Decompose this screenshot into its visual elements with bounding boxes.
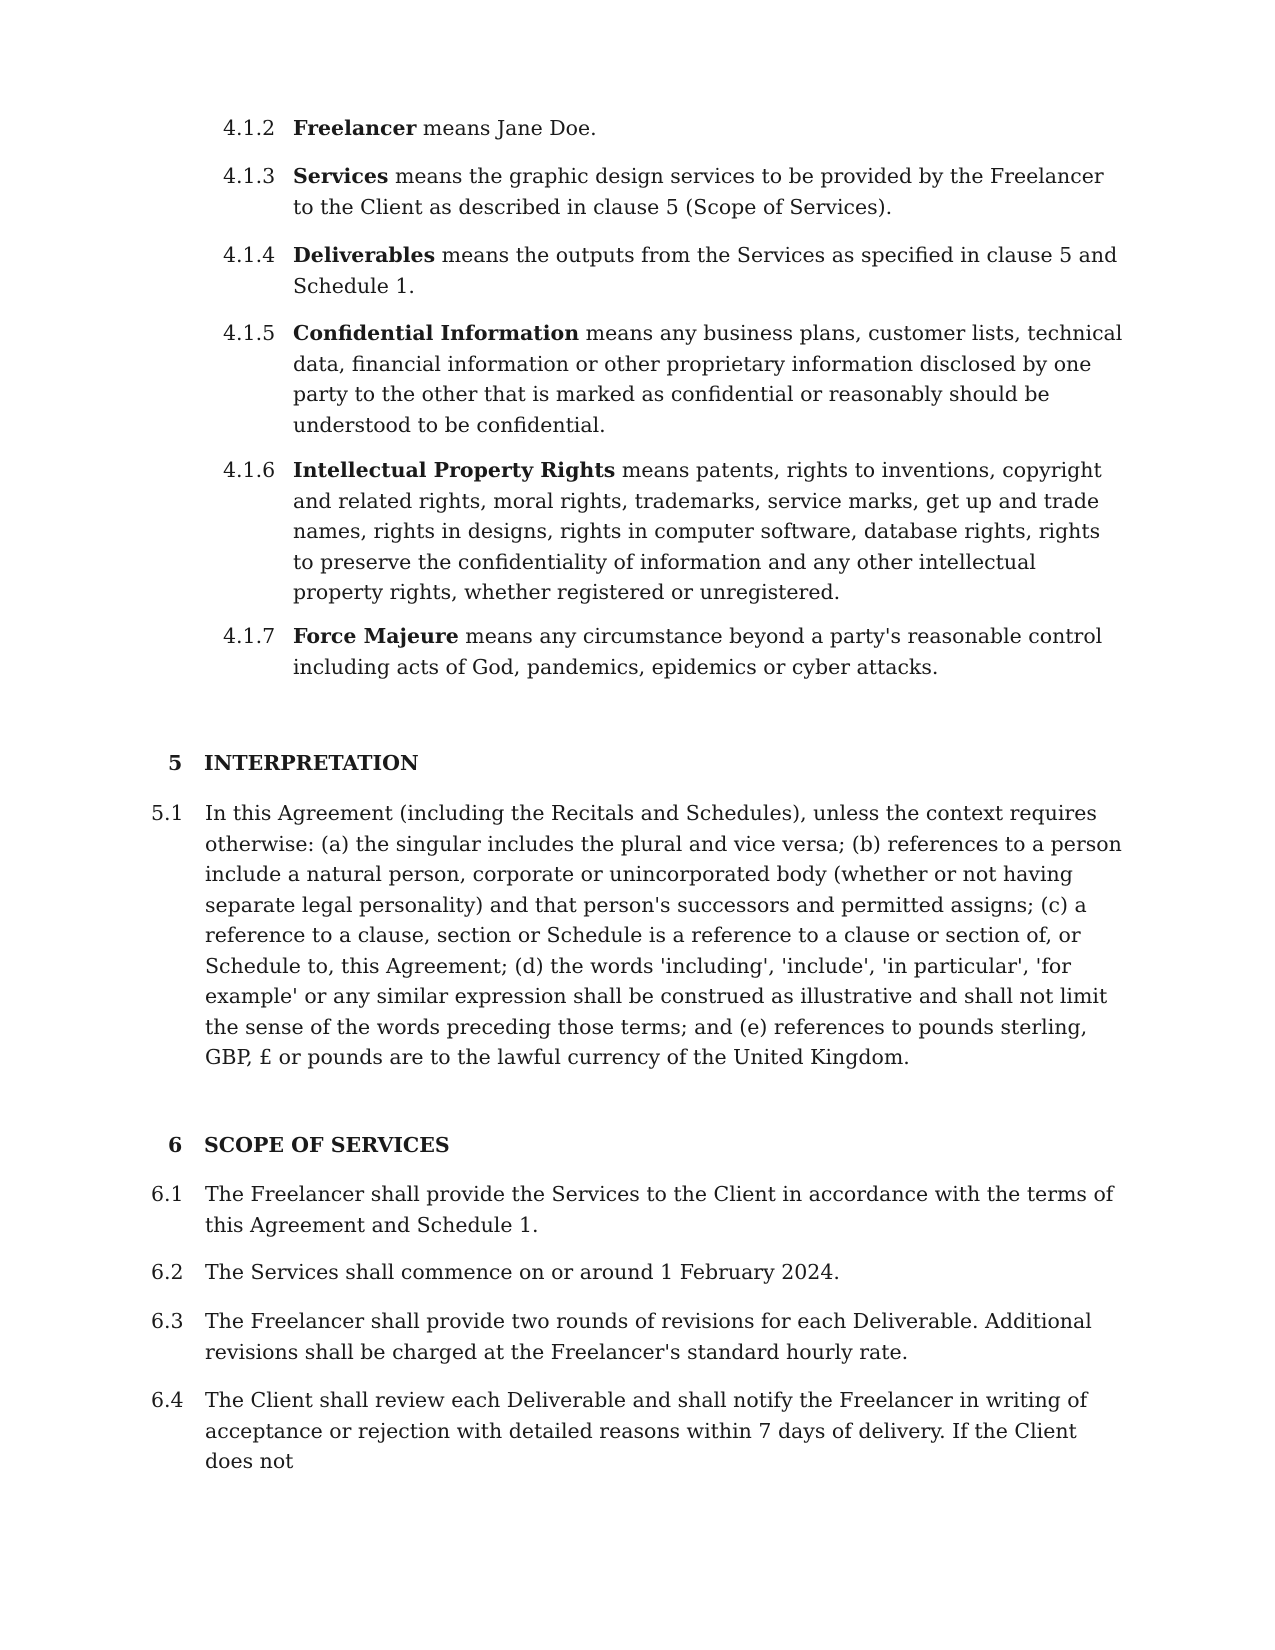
definition-item (223, 455, 1123, 608)
definition-number: 4.1.7 (223, 624, 276, 648)
definition-body: means Jane Doe. (416, 116, 597, 140)
clause-number: 6.2 (151, 1260, 184, 1284)
clause-number: 5.1 (151, 801, 184, 825)
clause-text: The Client shall review each Deliverable and shall notify the Freelancer in writing of acceptance or rejection with detailed reasons within 7 days of delivery. If the Client does not (205, 1388, 1088, 1473)
clause-text: The Freelancer shall provide two rounds of revisions for each Deliverable. Additional revisions shall be charged at the Freelancer's standard hourly rate. (205, 1309, 1092, 1364)
definition-body: means any business plans, customer lists, technical data, financial information or other proprietary information disclosed by one party to the other that is marked as confidential or reasonably should be understood to be confidential. (293, 321, 1123, 437)
clause-text: The Freelancer shall provide the Services to the Client in accordance with the terms of this Agreement and Schedule 1. (205, 1182, 1114, 1237)
definition-number: 4.1.4 (223, 243, 276, 267)
clause-item (151, 1385, 1126, 1477)
definition-item (223, 240, 1123, 301)
definition-number: 4.1.2 (223, 116, 276, 140)
section-number: 5 (168, 751, 183, 775)
definition-text (293, 113, 1123, 144)
clause-item (151, 1257, 1126, 1288)
defined-term: Confidential Information (293, 321, 580, 345)
section-heading-interpretation (168, 748, 419, 779)
definition-item (223, 113, 1123, 144)
definition-item (223, 161, 1123, 222)
clause-number: 6.3 (151, 1309, 184, 1333)
definition-number: 4.1.5 (223, 321, 276, 345)
definition-text (293, 240, 1123, 301)
definition-body: means the graphic design services to be provided by the Freelancer to the Client as described in clause 5 (Scope of Services). (293, 164, 1104, 219)
definition-item (223, 621, 1123, 682)
definition-body: means any circumstance beyond a party's reasonable control including acts of God, pandemics, epidemics or cyber attacks. (293, 624, 1103, 679)
definition-body: means patents, rights to inventions, copyright and related rights, moral rights, trademarks, service marks, get up and trade names, rights in designs, rights in computer software, database rights, rights to preserve the confidentiality of information and any other intellectual property rights, whether registered or unregistered. (293, 458, 1102, 604)
defined-term: Force Majeure (293, 624, 459, 648)
clause-item (151, 1179, 1126, 1240)
clause-item (151, 1306, 1126, 1367)
section-title: SCOPE OF SERVICES (204, 1133, 450, 1157)
section-heading-scope-of-services (168, 1130, 450, 1161)
definition-body: means the outputs from the Services as specified in clause 5 and Schedule 1. (293, 243, 1118, 298)
definition-item (223, 318, 1123, 440)
definition-number: 4.1.6 (223, 458, 276, 482)
defined-term: Deliverables (293, 243, 436, 267)
section-title: INTERPRETATION (204, 751, 419, 775)
definition-number: 4.1.3 (223, 164, 276, 188)
clause-item (151, 798, 1126, 1073)
clause-text: The Services shall commence on or around 1 February 2024. (205, 1260, 840, 1284)
definition-text (293, 455, 1123, 608)
definition-text (293, 161, 1123, 222)
definition-text (293, 318, 1123, 440)
clause-number: 6.4 (151, 1388, 184, 1412)
clause-number: 6.1 (151, 1182, 184, 1206)
definition-text (293, 621, 1123, 682)
section-number: 6 (168, 1133, 183, 1157)
defined-term: Intellectual Property Rights (293, 458, 616, 482)
clause-text: In this Agreement (including the Recitals and Schedules), unless the context requires otherwise: (a) the singular includes the plural and vice versa; (b) references to a person include a natural person, corporate or unincorporated body (whether or not having separate legal personality) and that person's successors and permitted assigns; (c) a reference to a clause, section or Schedule is a reference to a clause or section of, or Schedule to, this Agreement; (d) the words 'including', 'include', 'in particular', 'for example' or any similar expression shall be construed as illustrative and shall not limit the sense of the words preceding those terms; and (e) references to pounds sterling, GBP, £ or pounds are to the lawful currency of the United Kingdom. (205, 801, 1122, 1069)
defined-term: Freelancer (293, 116, 417, 140)
defined-term: Services (293, 164, 389, 188)
